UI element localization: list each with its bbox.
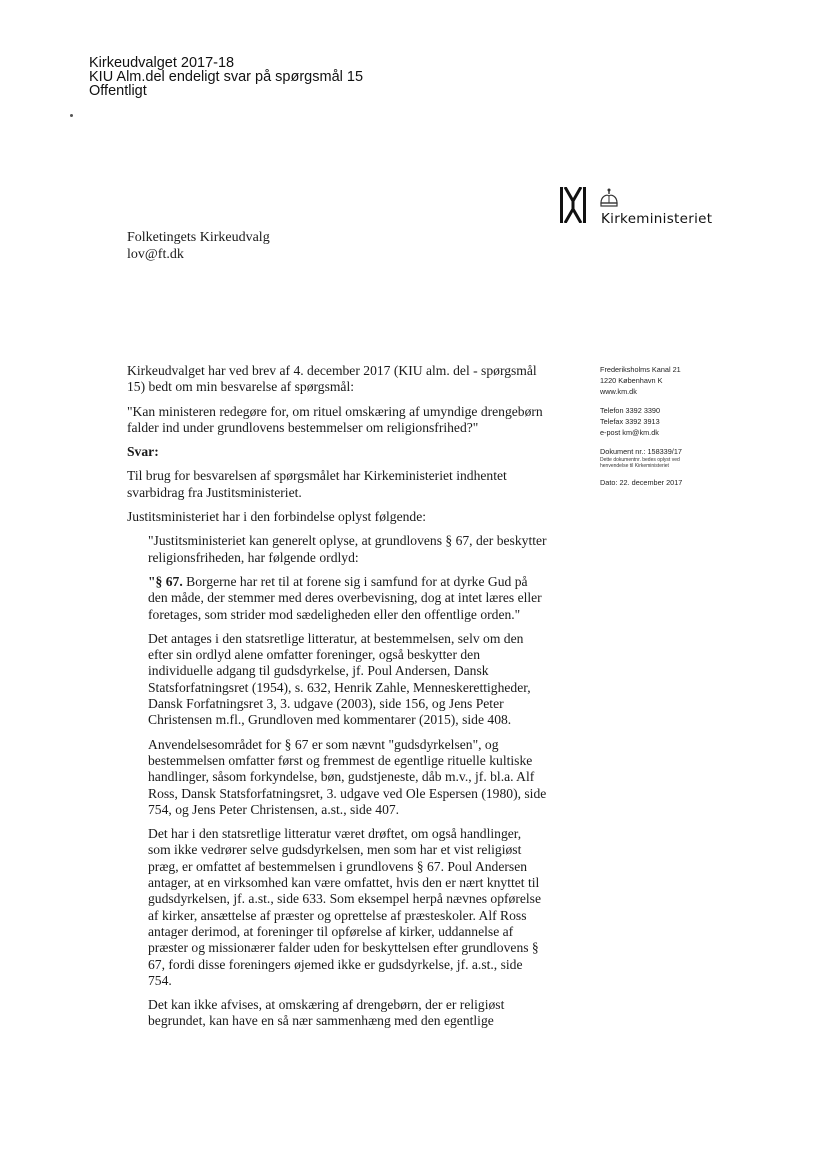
- sender-web: www.km.dk: [600, 387, 637, 396]
- section-67-label: "§ 67.: [148, 573, 183, 589]
- quote-paragraph-5: Det har i den statsretlige litteratur været drøftet, om også handlinger, som ikke vedrører selve gudsdyrkelsen, men som har et vist religiøst præg, er omfattet af bestemmelsen i grundlovens § 67. Poul Andersen antager, at en virksomhed kan være omfattet, hvis den er nært knyttet til gudsdyrkelsen, jf. a.st., side 633. Som eksempel herpå nævnes opførelse af kirker, ansættelse af præster og oprettelse af præsteskoler. Alf Ross antager derimod, at foreninger til opførelse af kirker, uddannelse af præster og missionærer falder uden for beskyttelsen efter grundlovens § 67, fordi disse foreningers øjemed ikke er gudsdyrkelse, jf. a.st., side 754.: [148, 826, 542, 988]
- sender-info: [600, 364, 720, 488]
- sender-phone: Telefon 3392 3390: [600, 406, 661, 415]
- scan-dot: [70, 114, 73, 117]
- paragraph-2: Justitsministeriet har i den forbindelse oplyst følgende:: [127, 509, 427, 525]
- answer-heading: [127, 444, 547, 460]
- recipient-email: lov@ft.dk: [127, 247, 184, 262]
- sender-fax: Telefax 3392 3913: [600, 417, 660, 426]
- header-status: Offentligt: [89, 83, 147, 99]
- header-committee: Kirkeudvalget 2017-18: [89, 55, 235, 71]
- document-header: [89, 56, 363, 98]
- sender-address-city: 1220 København K: [600, 376, 663, 385]
- recipient-name: Folketingets Kirkeudvalg: [127, 230, 270, 245]
- header-subject: KIU Alm.del endeligt svar på spørgsmål 15: [89, 69, 364, 85]
- document-number: Dokument nr.: 158339/17: [600, 447, 682, 456]
- letter-body: [127, 363, 547, 1038]
- ministry-logo-icon: [560, 187, 586, 223]
- document-date: Dato: 22. december 2017: [600, 478, 683, 487]
- document-note-1: Dette dokumentnr. bedes oplyst ved: [600, 457, 680, 463]
- question-quote: "Kan ministeren redegøre for, om rituel omskæring af umyndige drengebørn falder ind under grundlovens bestemmelser om religionsfrihed?": [127, 403, 543, 435]
- ministry-name: Kirkeministeriet: [601, 211, 713, 227]
- answer-label: Svar:: [127, 444, 159, 460]
- intro-paragraph: Kirkeudvalget har ved brev af 4. december 2017 (KIU alm. del - spørgsmål 15) bedt om min besvarelse af spørgsmål:: [127, 363, 537, 395]
- sender-address-street: Frederiksholms Kanal 21: [600, 365, 681, 374]
- sender-email: e-post km@km.dk: [600, 428, 659, 437]
- quote-paragraph-1: "Justitsministeriet kan generelt oplyse, at grundlovens § 67, der beskytter religionsfriheden, har følgende ordlyd:: [148, 533, 547, 565]
- quote-paragraph-2: [148, 574, 547, 623]
- section-67-text: Borgerne har ret til at forene sig i samfund for at dyrke Gud på den måde, der stemmer med deres overbevisning, dog at intet læres eller foretages, som strider mod sædeligheden eller den offentlige orden.": [148, 573, 542, 622]
- quote-paragraph-4: Anvendelsesområdet for § 67 er som nævnt "gudsdyrkelsen", og bestemmelsen omfatter først og fremmest de egentlige rituelle kultiske handlinger, såsom forkyndelse, bøn, gudstjeneste, dåb m.v., jf. bl.a. Alf Ross, Dansk Statsforfatningsret, 3. udgave ved Ole Espersen (1980), side 754, og Jens Peter Christensen, a.st., side 407.: [148, 736, 547, 817]
- quote-paragraph-6: Det kan ikke afvises, at omskæring af drengebørn, der er religiøst begrundet, kan have en så nær sammenhæng med den egentlige: [148, 997, 505, 1029]
- crown-icon: [598, 188, 620, 208]
- quote-paragraph-3: Det antages i den statsretlige litteratur, at bestemmelsen, selv om den efter sin ordlyd alene omfatter foreninger, også beskytter den individuelle adgang til gudsdyrkelse, jf. Poul Andersen, Dansk Statsforfatningsret (1954), s. 632, Henrik Zahle, Menneskerettigheder, Dansk Forfatningsret 3, 3. udgave (2003), side 156, og Jens Peter Christensen m.fl., Grundloven med kommentarer (2015), side 408.: [148, 630, 531, 728]
- paragraph-1: Til brug for besvarelsen af spørgsmålet har Kirkeministeriet indhentet svarbidrag fra Justitsministeriet.: [127, 468, 507, 500]
- document-note-2: henvendelse til Kirkeministeriet: [600, 463, 669, 469]
- recipient-block: [127, 229, 270, 263]
